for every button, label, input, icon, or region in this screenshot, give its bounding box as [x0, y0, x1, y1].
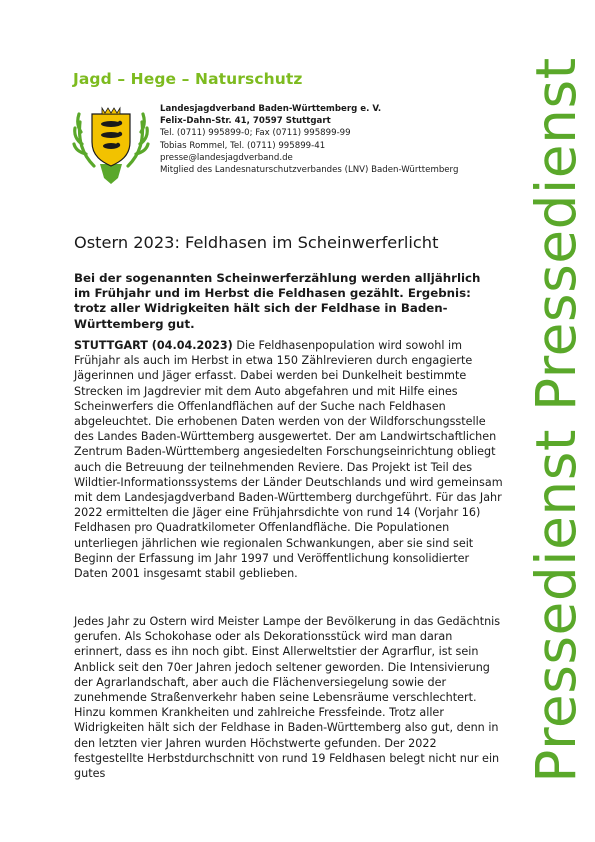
vertical-side-label [520, 20, 592, 820]
article-paragraph-1 [74, 338, 504, 581]
tagline: Jagd – Hege – Naturschutz [73, 70, 303, 88]
article-lead: Bei der sogenannten Scheinwerferzählung werden alljährlich im Frühjahr und im Herbst die Feldhasen gezählt. Ergebnis: trotz aller Widrigkeiten hält sich der Feldhase in Baden-Württemberg gut. [74, 271, 481, 331]
press-email[interactable]: presse@landesjagdverband.de [160, 152, 293, 163]
pressedienst-label: Pressedienst Pressedienst [524, 57, 588, 783]
press-contact: Tobias Rommel, Tel. (0711) 995899-41 [160, 140, 326, 151]
org-address: Felix-Dahn-Str. 41, 70597 Stuttgart [160, 116, 331, 127]
article-paragraph-2: Jedes Jahr zu Ostern wird Meister Lampe der Bevölkerung in das Gedächtnis gerufen. Als Schokohase oder als Dekorationsstück wird man daran erinnert, dass es ihn noch gibt. Einst Allerweltstier der Agrarflur, ist sein Anblick seit den 70er Jahren jedoch seltener geworden. Die Intensivierung der Agrarlandschaft, aber auch die Flächenversiegelung sowie der zunehmende Straßenverkehr haben seine Lebensräume verschlechtert. Hinzu kommen Krankheiten und zahlreiche Fressfeinde. Trotz aller Widrigkeiten hält sich der Feldhase in Baden-Württemberg also gut, denn in den letzten vier Jahren wurden Höchstwerte gefunden. Der 2022 festgestellte Herbstdurchschnitt von rund 19 Feldhasen belegt nicht nur ein gutes [74, 615, 501, 781]
dateline: STUTTGART (04.04.2023) [74, 339, 233, 352]
org-name: Landesjagdverband Baden-Württemberg e. V. [160, 104, 382, 114]
article-headline: Ostern 2023: Feldhasen im Scheinwerferlicht [74, 233, 439, 252]
org-membership: Mitglied des Landesnaturschutzverbandes (LNV) Baden-Württemberg [160, 165, 459, 176]
org-phone: Tel. (0711) 995899-0; Fax (0711) 995899-99 [160, 128, 351, 139]
organization-contact [160, 103, 458, 176]
paragraph-1-text: Die Feldhasenpopulation wird sowohl im Frühjahr als auch im Herbst in etwa 150 Zählrevieren durch engagierte Jägerinnen und Jäger erfasst. Dabei werden bei Dunkelheit bestimmte Strecken im Jagdrevier mit dem Auto abgefahren und mit Hilfe eines Scheinwerfers die Offenlandflächen auf der Suche nach Feldhasen abgeleuchtet. Die erhobenen Daten werden von der Wildforschungsstelle des Landes Baden-Württemberg ausgewertet. Der am Landwirtschaftlichen Zentrum Baden-Württemberg angesiedelten Forschungseinrichtung obliegt auch die Betreuung der teilnehmenden Reviere. Das Projekt ist Teil des Wildtier-Informationssystems der Länder Deutschlands und wird gemeinsam mit dem Landesjagdverband Baden-Württemberg durchgeführt. Für das Jahr 2022 ermittelten die Jäger eine Frühjahrsdichte von rund 14 (Vorjahr 16) Feldhasen pro Quadratkilometer Offenlandfläche. Die Populationen unterliegen jährlichen wie regionalen Schwankungen, aber sie sind seit Beginn der Erfassung im Jahr 1997 und Veröffentlichung konsolidierter Daten 2001 insgesamt stabil geblieben. [74, 339, 503, 581]
crest-logo-icon [72, 104, 150, 186]
